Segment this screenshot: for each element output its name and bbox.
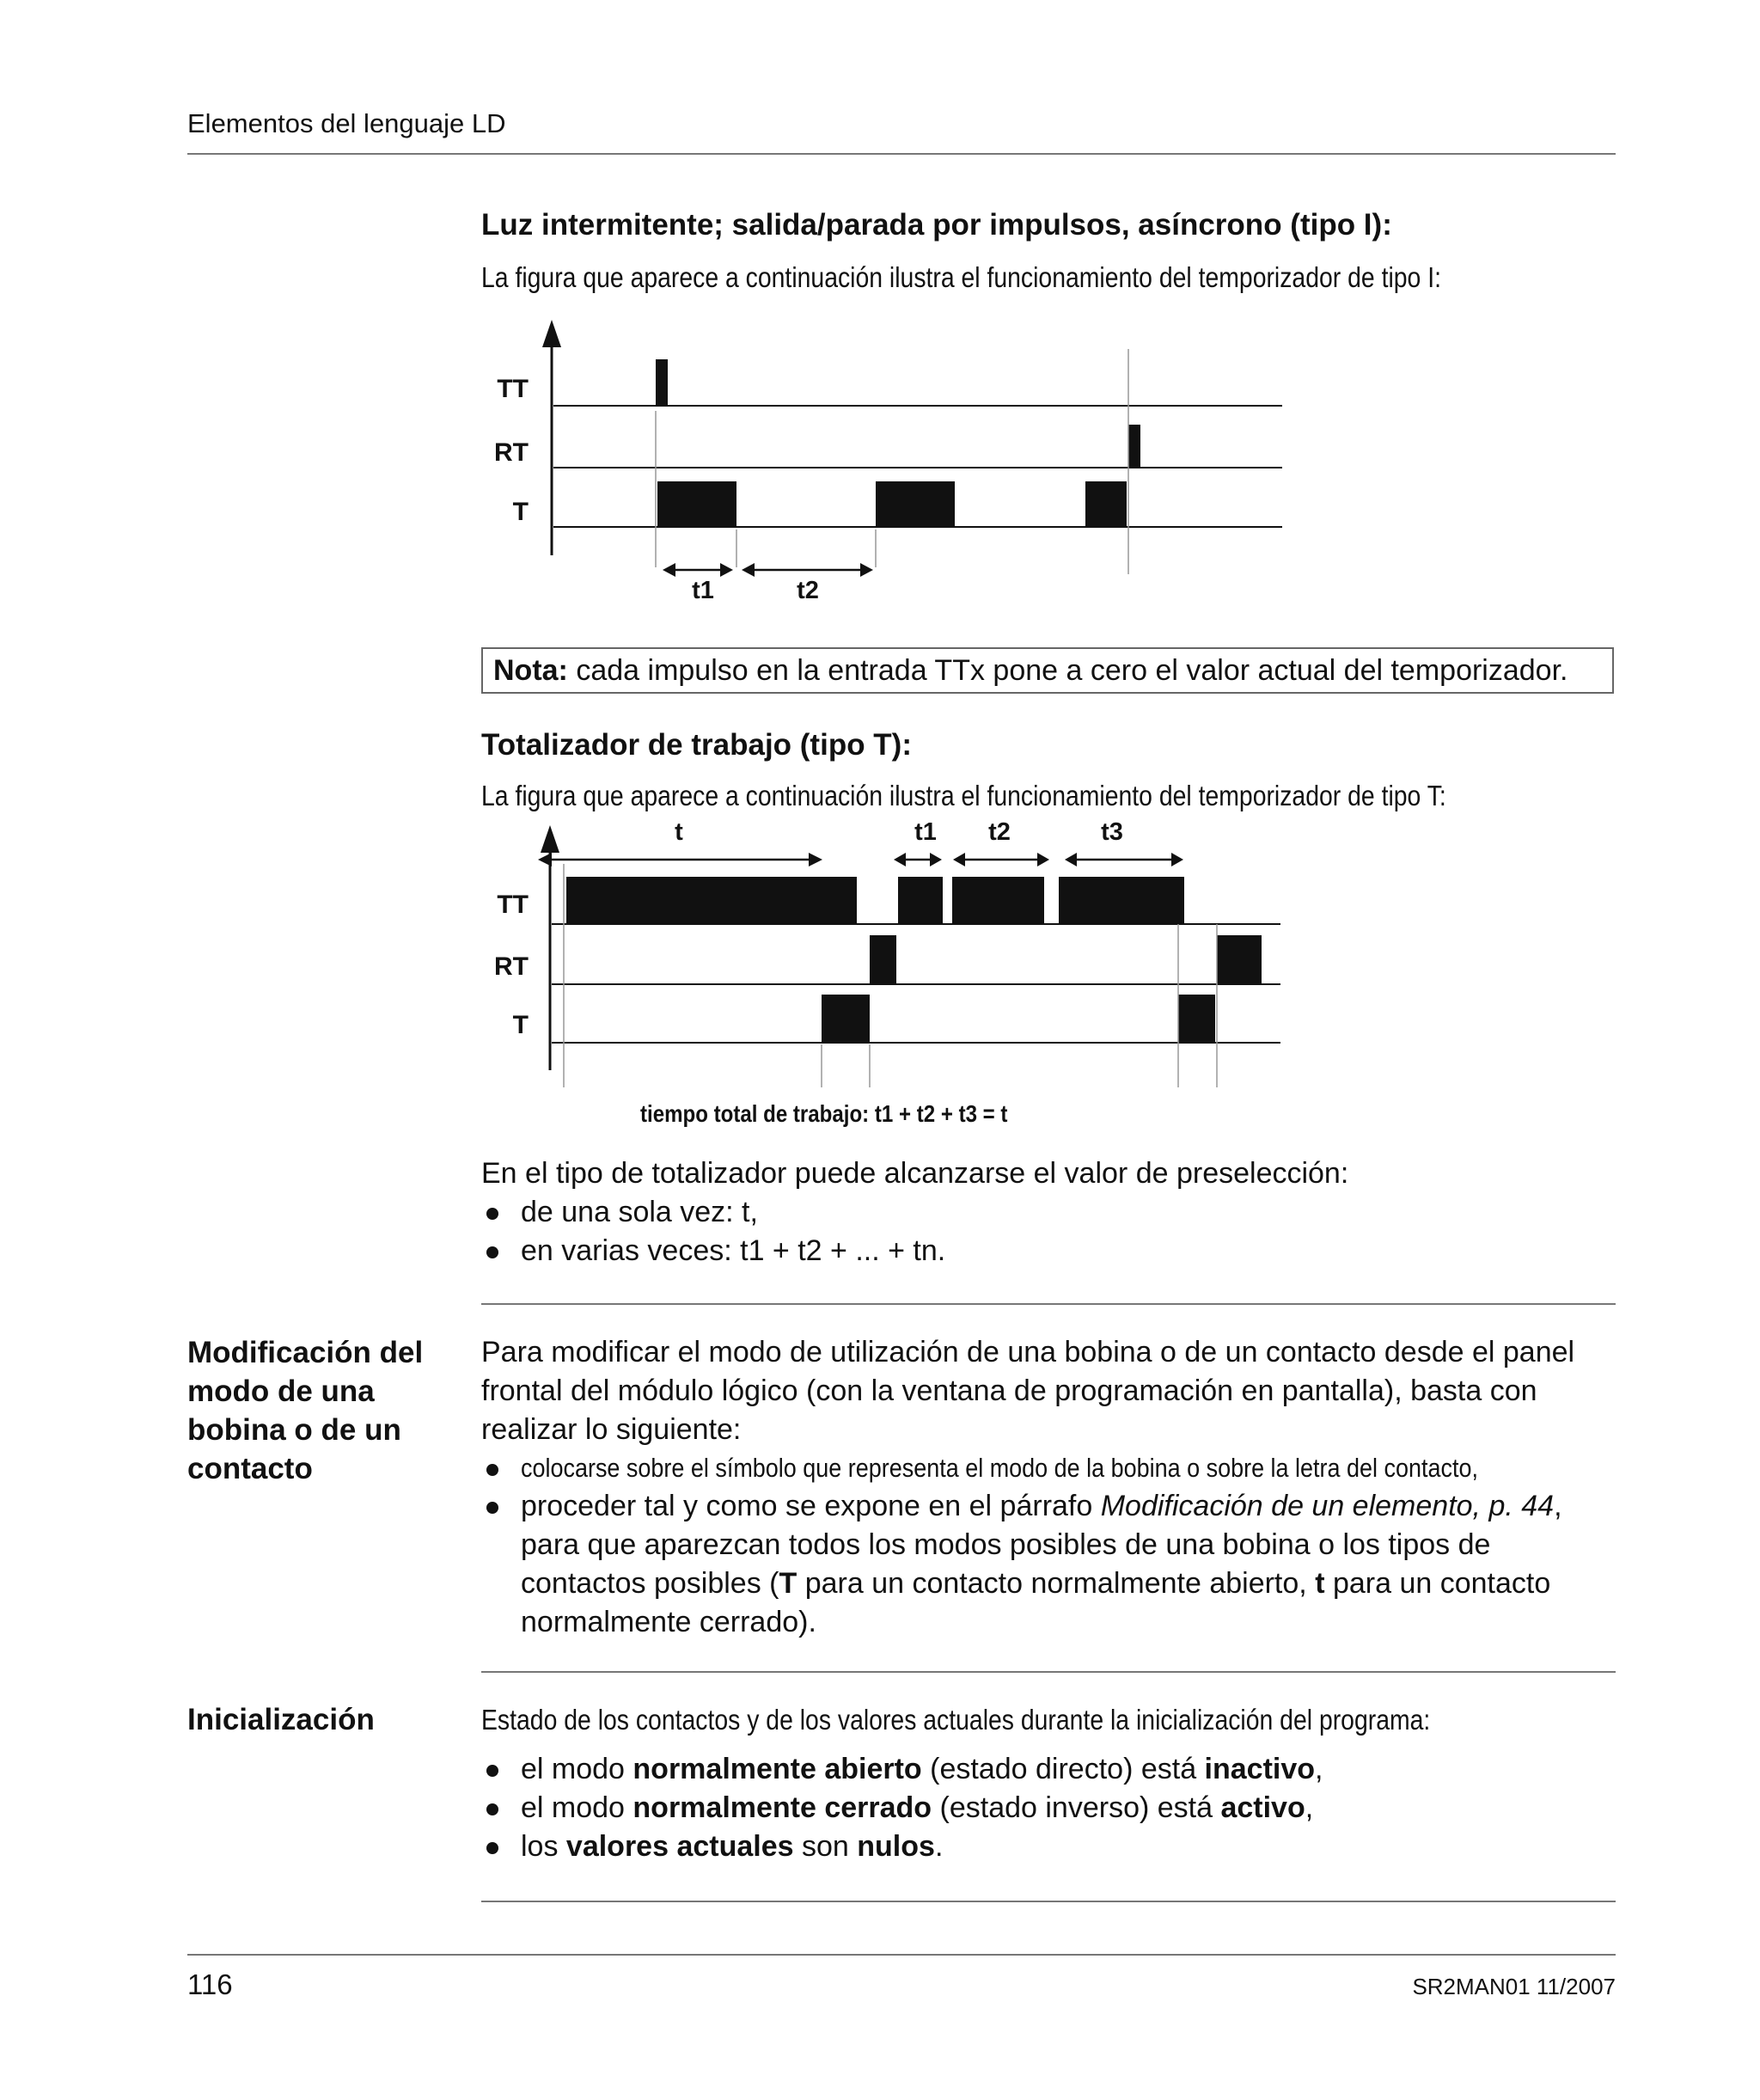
label-t2: t2 [797, 577, 819, 604]
note-box [481, 647, 1614, 694]
modificacion-content [481, 1333, 1616, 1642]
document-reference: SR2MAN01 11/2007 [1412, 1974, 1616, 1999]
label-t2: t2 [988, 818, 1011, 846]
preselection-paragraph [481, 1154, 1616, 1270]
contact-code-t: t [1315, 1567, 1325, 1600]
t-pulse-1 [657, 481, 736, 527]
side-heading-inicializacion: Inicialización [187, 1703, 375, 1736]
arrowhead [809, 853, 822, 866]
label-t3: t3 [1101, 818, 1123, 846]
list-item [481, 1789, 1616, 1828]
list-item [481, 1828, 1616, 1866]
list-item-text: proceder tal y como se expone en el párrafo [521, 1490, 1101, 1522]
list-item [481, 1750, 1616, 1789]
section-intro-tipo-i: La figura que aparece a continuación ilustra el funcionamiento del temporizador de tipo I: [481, 261, 1441, 293]
t-pulse-2 [876, 481, 955, 527]
tt-pulse-2 [898, 877, 943, 924]
label-t: T [512, 1011, 529, 1039]
note-text: cada impulso en la entrada TTx pone a cero el valor actual del temporizador. [567, 654, 1568, 687]
list-item [481, 1449, 1616, 1487]
time-axis-arrow [541, 825, 559, 853]
rt-pulse-1 [870, 935, 896, 984]
arrowhead [1037, 853, 1049, 866]
timing-diagram-tipo-i [481, 301, 1341, 610]
list-item: de una sola vez: t, [481, 1193, 1616, 1232]
arrowhead [860, 563, 873, 577]
list-item-text: para un contacto normalmente cerrado). [521, 1567, 1551, 1638]
emphasis: activo [1220, 1791, 1305, 1824]
arrowhead [1065, 853, 1077, 866]
list-item-text: el modo [521, 1753, 633, 1785]
list-item-text: los [521, 1830, 566, 1863]
label-rt: RT [494, 438, 529, 467]
emphasis: normalmente abierto [632, 1753, 922, 1785]
section-title-tipo-i: Luz intermitente; salida/parada por impulsos, asíncrono (tipo I): [481, 208, 1392, 242]
list-item-text: . [934, 1830, 944, 1863]
list-item-text: el modo [521, 1791, 633, 1824]
list-item-text: para un contacto normalmente abierto, [797, 1567, 1316, 1600]
contact-code-T: T [779, 1567, 798, 1600]
list-item: en varias veces: t1 + t2 + ... + tn. [481, 1232, 1616, 1270]
timing-diagram-tipo-t [481, 812, 1341, 1139]
tt-pulse-1 [656, 359, 668, 406]
preselection-text: En el tipo de totalizador puede alcanzarse el valor de preselección: [481, 1157, 1349, 1190]
t-pulse-3 [1085, 481, 1127, 527]
list-item-text: , [1315, 1753, 1323, 1785]
emphasis: nulos [857, 1830, 935, 1863]
inicializacion-intro: Estado de los contactos y de los valores actuales durante la inicialización del programa: [481, 1704, 1431, 1736]
label-t: T [512, 498, 529, 526]
rt-pulse-1 [1128, 425, 1140, 468]
note-label: Nota: [493, 654, 568, 687]
label-t1: t1 [692, 577, 714, 604]
label-t: t [675, 818, 683, 846]
emphasis: normalmente cerrado [632, 1791, 932, 1824]
t-pulse-2 [1178, 995, 1215, 1043]
inicializacion-list [481, 1750, 1616, 1866]
footer-rule [187, 1954, 1616, 1956]
emphasis: inactivo [1204, 1753, 1316, 1785]
header-rule [187, 153, 1616, 155]
tt-pulse-4-tail [1174, 877, 1184, 924]
arrowhead [742, 563, 755, 577]
modificacion-intro: Para modificar el modo de utilización de una bobina o de un contacto desde el panel frontal del módulo lógico (con la ventana de programación en pantalla), basta con realizar lo siguiente: [481, 1336, 1575, 1446]
tt-pulse-1 [566, 877, 857, 924]
section-rule [481, 1671, 1616, 1673]
list-item [481, 1487, 1616, 1642]
section-intro-tipo-t: La figura que aparece a continuación ilustra el funcionamiento del temporizador de tipo T: [481, 780, 1446, 811]
rt-pulse-2 [1217, 935, 1262, 984]
diagram-caption: tiempo total de trabajo: t1 + t2 + t3 = t [640, 1099, 1008, 1128]
list-item-text: colocarse sobre el símbolo que representa el modo de la bobina o sobre la letra del contacto, [521, 1453, 1478, 1483]
label-rt: RT [494, 952, 529, 981]
emphasis: valores actuales [565, 1830, 794, 1863]
arrowhead [720, 563, 733, 577]
section-rule [481, 1303, 1616, 1305]
t-pulse-1 [822, 995, 870, 1043]
time-axis-arrow [542, 320, 561, 347]
section-rule [481, 1901, 1616, 1902]
arrowhead [953, 853, 965, 866]
list-item-text: son [793, 1830, 858, 1863]
section-title-tipo-t: Totalizador de trabajo (tipo T): [481, 728, 912, 762]
running-header: Elementos del lenguaje LD [187, 108, 506, 138]
arrowhead [930, 853, 942, 866]
list-item-text: , [1305, 1791, 1314, 1824]
arrowhead [1171, 853, 1183, 866]
list-item-text: (estado directo) está [921, 1753, 1205, 1785]
label-tt: TT [497, 375, 529, 403]
label-tt: TT [497, 891, 529, 919]
page-number: 116 [187, 1968, 233, 2000]
arrowhead [663, 563, 675, 577]
list-item-text: (estado inverso) está [932, 1791, 1221, 1824]
side-heading-modificacion: Modificación del modo de una bobina o de un contacto [187, 1336, 424, 1485]
tt-pulse-4 [1059, 877, 1174, 924]
list-item-text: , para que aparezcan todos los modos posibles de una bobina o los tipos de contactos posibles ( [521, 1490, 1562, 1600]
arrowhead [894, 853, 906, 866]
tt-pulse-3 [952, 877, 1044, 924]
label-t1: t1 [914, 818, 937, 846]
cross-reference-link[interactable]: Modificación de un elemento, p. 44 [1100, 1490, 1555, 1522]
